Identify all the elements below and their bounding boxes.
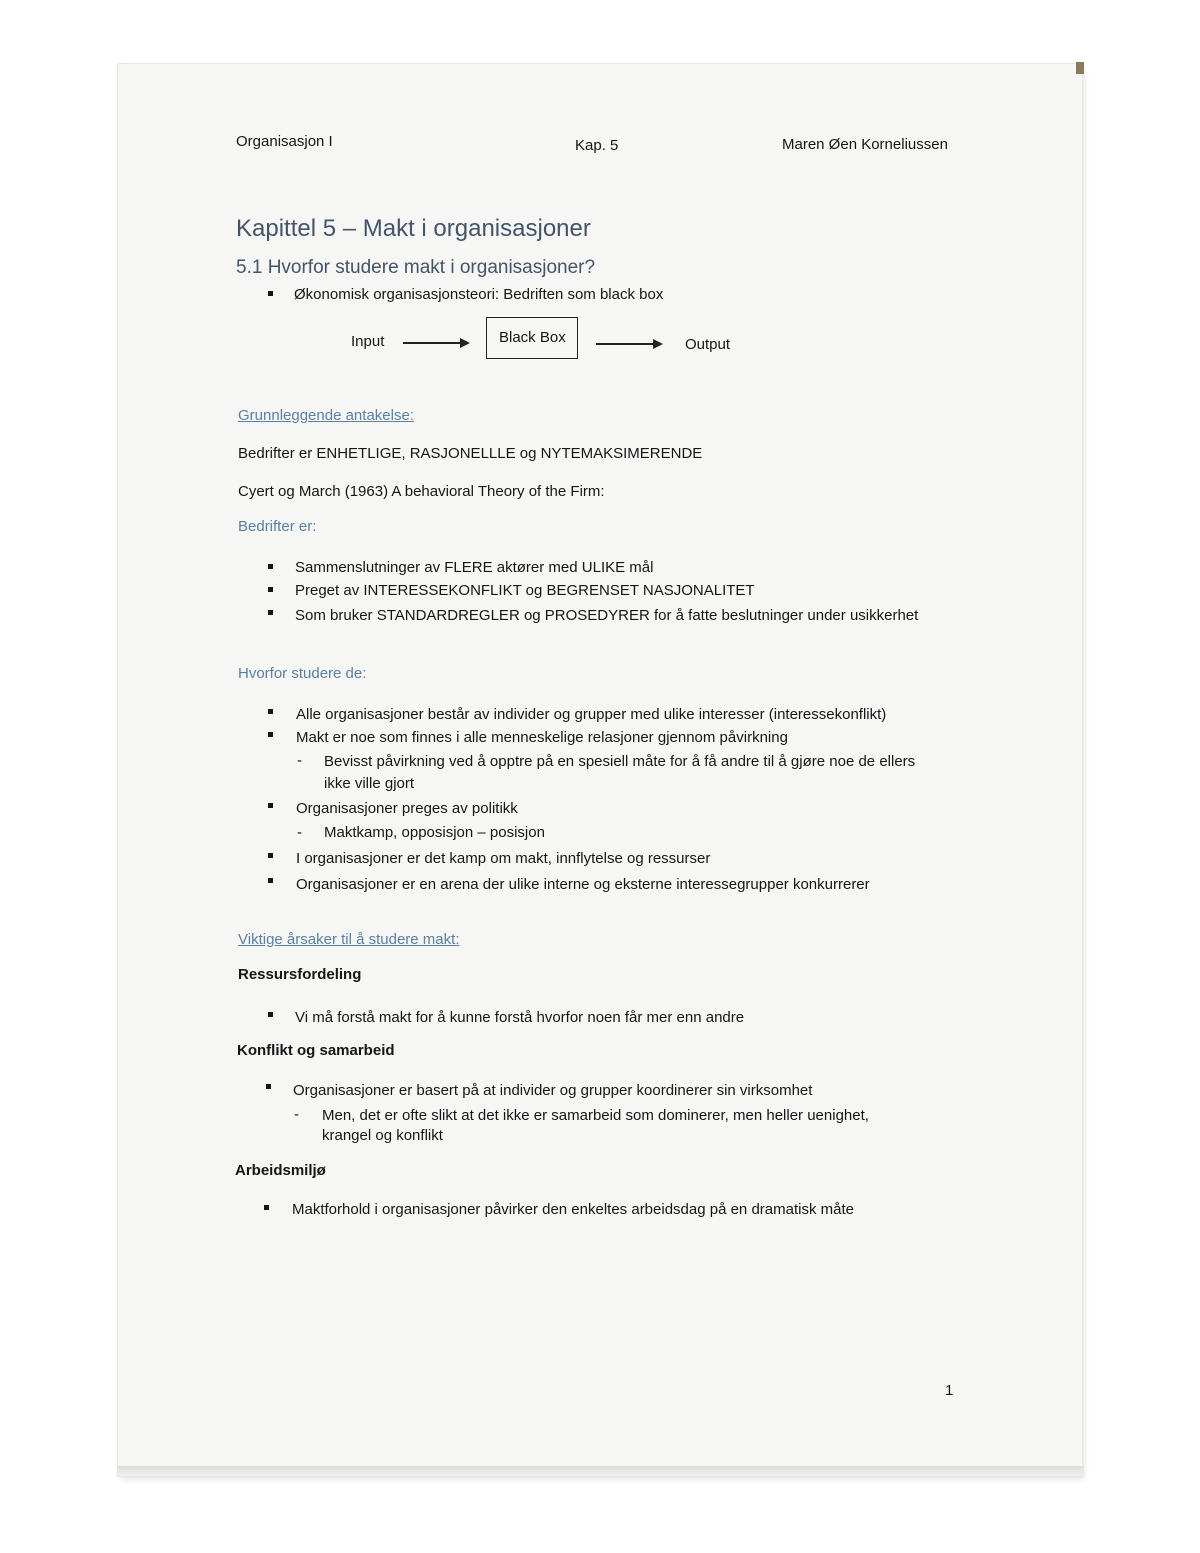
konflikt-bullet: Organisasjoner er basert på at individer og grupper koordinerer sin virksomhet <box>293 1082 813 1099</box>
black-box-label: Black Box <box>499 329 566 346</box>
paper-edge <box>118 1466 1084 1476</box>
hvorfor-heading: Hvorfor studere de: <box>238 665 367 682</box>
header-course: Organisasjon I <box>236 133 333 150</box>
section-title: 5.1 Hvorfor studere makt i organisasjoner? <box>236 257 596 278</box>
arbeidsmiljo-bullet: Maktforhold i organisasjoner påvirker den enkeltes arbeidsdag på en dramatisk måte <box>292 1201 854 1218</box>
grunnleggende-line-1: Bedrifter er ENHETLIGE, RASJONELLLE og NYTEMAKSIMERENDE <box>238 445 703 462</box>
bullet-marker <box>264 1205 269 1210</box>
bullet-marker <box>268 878 273 883</box>
hvorfor-bullet-2: Makt er noe som finnes i alle menneskelige relasjoner gjennom påvirkning <box>296 729 788 746</box>
output-arrow-line <box>596 343 654 345</box>
hvorfor-sub-1a: Bevisst påvirkning ved å opptre på en spesiell måte for å få andre til å gjøre noe de ellers <box>324 753 916 770</box>
bullet-marker <box>268 587 273 592</box>
hvorfor-bullet-1: Alle organisasjoner består av individer og grupper med ulike interesser (interessekonflikt) <box>296 706 887 723</box>
bullet-marker <box>268 1012 273 1017</box>
ressursfordeling-bullet: Vi må forstå makt for å kunne forstå hvorfor noen får mer enn andre <box>295 1009 745 1026</box>
bullet-marker <box>268 732 273 737</box>
konflikt-sub-a: Men, det er ofte slikt at det ikke er samarbeid som dominerer, men heller uenighet, <box>322 1107 869 1124</box>
header-chapter: Kap. 5 <box>575 137 619 154</box>
grunnleggende-line-2: Cyert og March (1963) A behavioral Theory of the Firm: <box>238 483 605 500</box>
viktige-heading: Viktige årsaker til å studere makt: <box>238 931 460 948</box>
bullet-marker <box>266 1084 271 1089</box>
grunnleggende-heading: Grunnleggende antakelse: <box>238 407 414 424</box>
bedrifter-heading: Bedrifter er: <box>238 518 317 535</box>
bullet-marker <box>268 853 273 858</box>
konflikt-title: Konflikt og samarbeid <box>237 1042 395 1059</box>
dash-marker: - <box>294 1106 299 1123</box>
bullet-marker <box>268 291 273 296</box>
bedrifter-item-2: Preget av INTERESSEKONFLIKT og BEGRENSET NASJONALITET <box>295 582 755 599</box>
dash-marker: - <box>297 824 302 841</box>
paper-corner-mark <box>1076 62 1084 74</box>
hvorfor-bullet-3: Organisasjoner preges av politikk <box>296 800 518 817</box>
ressursfordeling-title: Ressursfordeling <box>238 966 362 983</box>
hvorfor-sub-1b: ikke ville gjort <box>324 775 415 792</box>
bullet-marker <box>268 610 273 615</box>
header-author: Maren Øen Korneliussen <box>782 136 948 153</box>
diagram-input-label: Input <box>351 333 385 350</box>
konflikt-sub-b: krangel og konflikt <box>322 1127 443 1144</box>
diagram-output-label: Output <box>685 336 731 353</box>
bedrifter-item-1: Sammenslutninger av FLERE aktører med ULIKE mål <box>295 559 654 576</box>
bullet-marker <box>268 709 273 714</box>
bullet-marker <box>268 564 273 569</box>
bullet-marker <box>268 803 273 808</box>
page-number: 1 <box>945 1382 954 1399</box>
intro-bullet-text: Økonomisk organisasjonsteori: Bedriften som black box <box>294 286 664 303</box>
hvorfor-sub-2: Maktkamp, opposisjon – posisjon <box>324 824 545 841</box>
output-arrowhead <box>653 339 663 349</box>
hvorfor-bullet-4: I organisasjoner er det kamp om makt, innflytelse og ressurser <box>296 850 711 867</box>
bedrifter-item-3: Som bruker STANDARDREGLER og PROSEDYRER for å fatte beslutninger under usikkerhet <box>295 607 919 624</box>
dash-marker: - <box>297 752 302 769</box>
input-arrowhead <box>460 338 470 348</box>
arbeidsmiljo-title: Arbeidsmiljø <box>235 1162 326 1179</box>
hvorfor-bullet-5: Organisasjoner er en arena der ulike interne og eksterne interessegrupper konkurrerer <box>296 876 870 893</box>
chapter-title: Kapittel 5 – Makt i organisasjoner <box>236 215 591 242</box>
input-arrow-line <box>403 342 461 344</box>
